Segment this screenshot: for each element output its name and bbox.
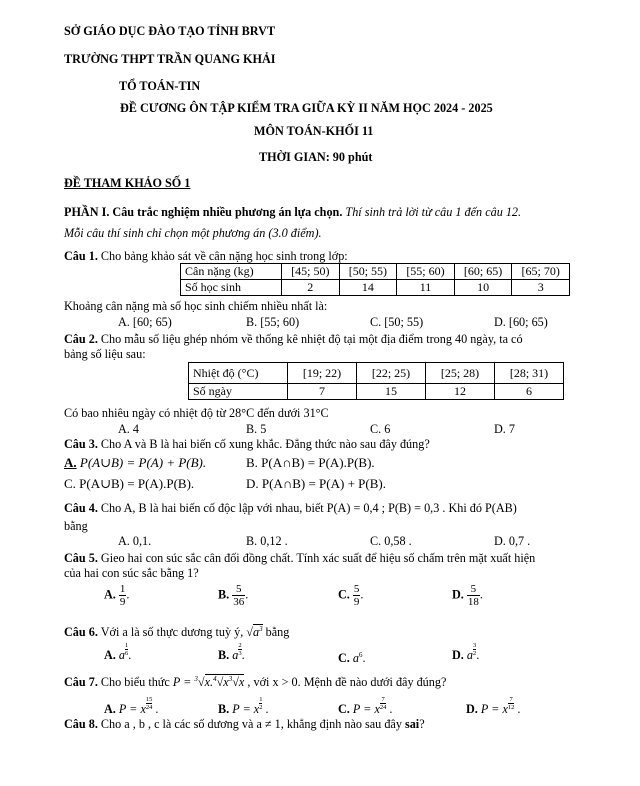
option-letter: B. [218, 587, 230, 602]
q7-expression: $P = ^3√x.^4√x^3√x$ [172, 675, 245, 690]
q7-label: Câu 7. [64, 675, 98, 690]
q5-text2: của hai con súc sắc bằng 1? [64, 566, 199, 580]
denominator: 12 [507, 704, 515, 711]
q5-text [64, 551, 535, 566]
q6-stem: Với a là số thực dương tuỳ ý, [100, 625, 244, 640]
q4-option-d: D. 0,7 . [494, 534, 531, 548]
q8-label: Câu 8. [64, 717, 98, 731]
q7-stem-end: , với x > 0. Mệnh đề nào dưới đây đúng? [247, 675, 447, 690]
q4-text [64, 501, 517, 516]
option-letter: A. [104, 648, 116, 662]
numerator: 2 [238, 642, 242, 649]
q2-stem: Cho mẫu số liệu ghép nhóm về thống kê nhiệt độ tại một địa điểm trong 40 ngày, ta có [100, 332, 523, 346]
q6-option-a: A. a $\frac{1}{6}$ . [104, 642, 132, 662]
numerator: 5 [467, 583, 480, 596]
q3-option-b: B. P(A∩B) = P(A).P(B). [246, 455, 375, 470]
denominator: 6 [125, 650, 129, 657]
header-title: ĐỀ CƯƠNG ÔN TẬP KIỂM TRA GIỮA KỲ II NĂM HỌC 2024 - 2025 [120, 101, 493, 115]
q3-option-c: C. P(A∪B) = P(A).P(B). [64, 476, 195, 491]
q7-option-a: A. P = x $\frac{15}{24}$ . [104, 696, 159, 716]
q5-option-b: B. $\frac{5}{36}$ . [218, 583, 249, 608]
q4-option-a: A. 0,1. [118, 534, 152, 548]
q1-table [180, 263, 570, 296]
table-cell: 14 [339, 280, 397, 296]
q5-label: Câu 5. [64, 551, 98, 565]
denominator: 3 [238, 650, 242, 657]
numerator: 5 [353, 583, 360, 595]
q4-text2: bằng [64, 519, 88, 533]
q7-text [64, 672, 446, 690]
q1-option-b: B. [55; 60) [246, 315, 300, 329]
table-cell: [45; 50) [282, 264, 340, 280]
table-cell: 6 [495, 384, 564, 400]
numerator: 3 [473, 642, 477, 649]
q2-option-c: C. 6 [370, 422, 391, 436]
numerator: 5 [232, 583, 245, 596]
denominator: 36 [233, 596, 245, 608]
table-row [189, 363, 564, 384]
q3-stem: Cho A và B là hai biến cố xung khắc. Đẳng thức nào sau đây đúng? [100, 437, 430, 451]
denominator: 9 [353, 596, 360, 608]
table-cell: 11 [397, 280, 455, 296]
numerator: 1 [125, 642, 129, 649]
q7-option-d: D. P = x $\frac{7}{12}$ . [466, 696, 521, 716]
q8-text [64, 717, 425, 732]
q1-option-a: A. [60; 65) [118, 315, 172, 329]
table-cell: 10 [454, 280, 512, 296]
q2-option-d: D. 7 [494, 422, 515, 436]
option-letter: D. [466, 702, 478, 716]
denominator: 24 [145, 704, 153, 711]
q3-option-a [64, 455, 206, 470]
table-cell: Số học sinh [181, 280, 282, 296]
exam-ref: ĐỀ THAM KHẢO SỐ 1 [64, 176, 191, 190]
option-letter: B. [218, 648, 230, 662]
numerator: 1 [259, 696, 263, 703]
q7-option-b: B. P = x $\frac{1}{2}$ . [218, 696, 269, 716]
q3-label: Câu 3. [64, 437, 98, 451]
q4-option-b: B. 0,12 . [246, 534, 288, 548]
table-cell: [50; 55) [339, 264, 397, 280]
q8-stem: Cho a , b , c là các số dương và a ≠ 1, khẳng định nào sau đây [100, 717, 402, 731]
q1-label: Câu 1. [64, 249, 98, 263]
denominator: 24 [379, 704, 387, 711]
q3-option-d: D. P(A∩B) = P(A) + P(B). [246, 476, 386, 491]
table-cell: 7 [288, 384, 357, 400]
q1-option-c: C. [50; 55) [370, 315, 424, 329]
header-dept: SỞ GIÁO DỤC ĐÀO TẠO TỈNH BRVT [64, 24, 276, 38]
table-cell: 12 [426, 384, 495, 400]
q2-text [64, 332, 523, 347]
q1-text [64, 249, 348, 264]
sqrt-a3: $√a^3$ [246, 625, 263, 640]
table-cell: Số ngày [189, 384, 288, 400]
q2-option-a: A. 4 [118, 422, 139, 436]
denominator: 18 [467, 596, 479, 608]
numerator: 1 [119, 583, 126, 595]
option-letter: A. [104, 587, 116, 602]
option-letter: D. [452, 648, 464, 662]
q2-table [188, 362, 564, 400]
option-letter: C. [338, 587, 350, 602]
q2-text2: bảng số liệu sau: [64, 347, 146, 361]
q3-option-a-text: P(A∪B) = P(A) + P(B). [79, 455, 207, 470]
denominator: 2 [259, 704, 263, 711]
q1-stem: Cho bảng khảo sát về cân nặng học sinh trong lớp: [100, 249, 348, 263]
q2-option-b: B. 5 [246, 422, 267, 436]
table-cell: [19; 22) [288, 363, 357, 384]
option-letter: A. [104, 702, 116, 716]
numerator: 15 [145, 696, 153, 703]
table-row [189, 384, 564, 400]
denominator: 9 [119, 596, 126, 608]
q1-option-d: D. [60; 65) [494, 315, 548, 329]
q1-question: Khoảng cân nặng mà số học sinh chiếm nhiều nhất là: [64, 299, 328, 313]
table-cell: 3 [512, 280, 570, 296]
q8-end: ? [419, 717, 425, 731]
numerator: 7 [509, 696, 513, 703]
q5-option-a: A. $\frac{1}{9}$ . [104, 583, 130, 608]
option-letter: B. [218, 702, 230, 716]
header-school: TRƯỜNG THPT TRẦN QUANG KHẢI [64, 52, 276, 66]
table-cell: 2 [282, 280, 340, 296]
q6-label: Câu 6. [64, 625, 98, 640]
q6-option-d: D. a $\frac{3}{2}$ . [452, 642, 480, 662]
q6-option-c: C. $a^6$. [338, 651, 366, 666]
header-subject: MÔN TOÁN-KHỐI 11 [254, 124, 374, 138]
table-cell: Cân nặng (kg) [181, 264, 282, 280]
q7-option-c: C. P = x $\frac{7}{24}$ . [338, 696, 393, 716]
option-letter: C. [338, 702, 350, 716]
table-cell: [28; 31) [495, 363, 564, 384]
q6-option-b: B. a $\frac{2}{3}$ . [218, 642, 245, 662]
q2-label: Câu 2. [64, 332, 98, 346]
numerator: 7 [381, 696, 385, 703]
table-cell: [60; 65) [454, 264, 512, 280]
table-row [181, 280, 570, 296]
q8-emph: sai [404, 717, 420, 731]
q3-option-a-letter: A. [64, 455, 77, 470]
q4-stem: Cho A, B là hai biến cố độc lập với nhau, biết P(A) = 0,4 ; P(B) = 0,3 . Khi đó P(AB) [100, 501, 517, 515]
part1-heading: PHẦN I. Câu trắc nghiệm nhiều phương án lựa chọn. [64, 205, 343, 219]
q4-label: Câu 4. [64, 501, 98, 515]
part1-instr2: Mỗi câu thí sinh chỉ chọn một phương án (3.0 điểm). [64, 226, 322, 240]
denominator: 2 [473, 650, 477, 657]
q5-stem: Gieo hai con súc sắc cân đối đồng chất. Tính xác suất để hiệu số chấm trên mặt xuất hiện [100, 551, 536, 565]
exponent: 6 [359, 651, 363, 659]
header-group: TỔ TOÁN-TIN [119, 79, 201, 93]
option-letter: C. [338, 651, 350, 666]
table-cell: [65; 70) [512, 264, 570, 280]
q5-option-c: C. $\frac{5}{9}$ . [338, 583, 364, 608]
q3-text [64, 437, 430, 452]
table-cell: [22; 25) [357, 363, 426, 384]
q5-option-d: D. $\frac{5}{18}$ . [452, 583, 483, 608]
q2-question: Có bao nhiêu ngày có nhiệt độ từ 28°C đến dưới 31°C [64, 406, 329, 420]
option-letter: D. [452, 587, 464, 602]
table-cell: [25; 28) [426, 363, 495, 384]
q6-text [64, 622, 289, 640]
table-cell: [55; 60) [397, 264, 455, 280]
part1-line1 [64, 205, 521, 220]
header-time: THỜI GIAN: 90 phút [259, 150, 373, 164]
table-cell: 15 [357, 384, 426, 400]
q4-option-c: C. 0,58 . [370, 534, 412, 548]
table-row [181, 264, 570, 280]
q6-stem-end: bằng [265, 625, 290, 640]
table-cell: Nhiệt độ (°C) [189, 363, 288, 384]
q7-stem: Cho biểu thức [100, 675, 170, 690]
part1-instr1: Thí sinh trả lời từ câu 1 đến câu 12. [345, 205, 522, 219]
